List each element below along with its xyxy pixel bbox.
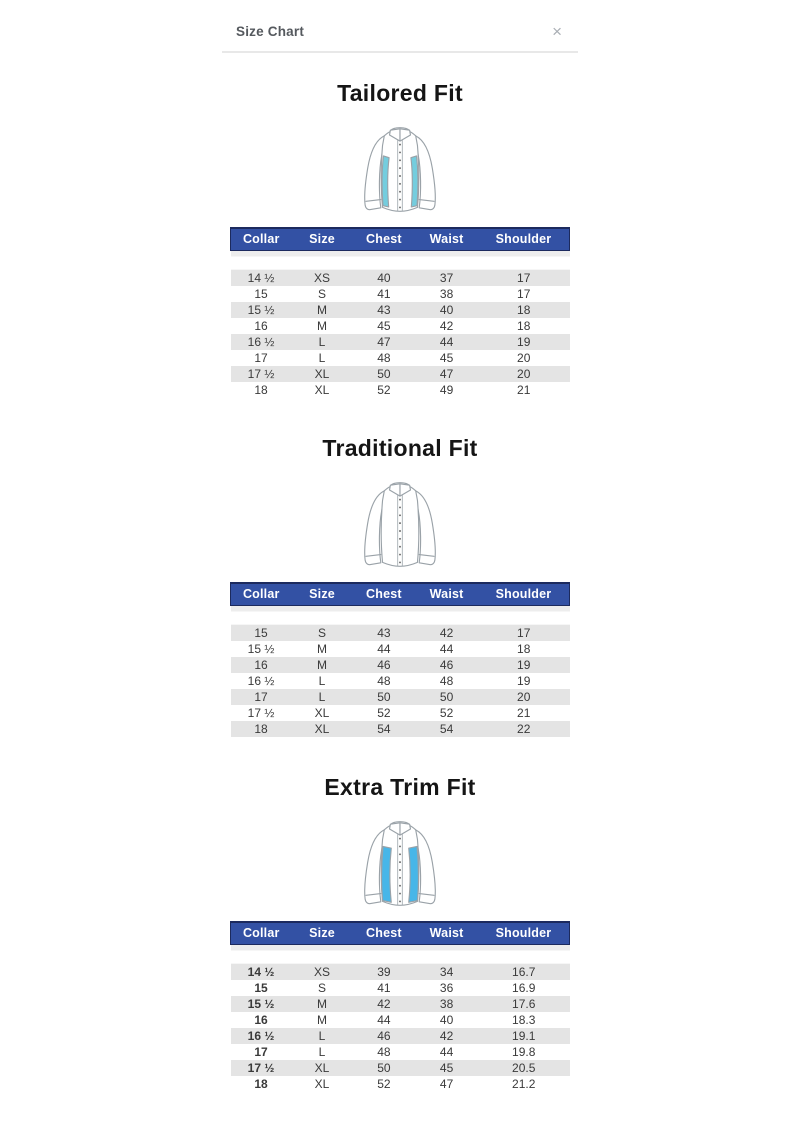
cell-size: S <box>318 287 327 301</box>
cell-chest: 50 <box>377 690 391 704</box>
cell-collar: 15 <box>254 626 268 640</box>
table-row <box>231 673 570 689</box>
cell-chest: 44 <box>377 1013 391 1027</box>
cell-waist: 42 <box>439 626 454 640</box>
cell-waist: 36 <box>439 981 454 995</box>
column-header-shoulder: Shoulder <box>478 228 570 250</box>
cell-shoulder: 18 <box>517 642 531 656</box>
cell-waist: 40 <box>439 1013 454 1027</box>
cell-collar: 16 <box>254 319 268 333</box>
cell-waist: 54 <box>439 722 454 736</box>
cell-waist: 47 <box>439 367 454 381</box>
cell-size: L <box>318 674 326 688</box>
table-row <box>231 1076 570 1092</box>
cell-size: XL <box>314 1077 330 1091</box>
cell-waist: 45 <box>439 1061 454 1075</box>
cell-waist: 49 <box>439 383 454 397</box>
cell-size: S <box>318 626 327 640</box>
cell-size: M <box>317 319 328 333</box>
cell-chest: 41 <box>377 981 391 995</box>
cell-size: M <box>317 303 328 317</box>
table-row <box>231 302 570 318</box>
cell-shoulder: 16.9 <box>512 981 536 995</box>
cell-size: XS <box>314 271 331 285</box>
table-row <box>231 657 570 673</box>
cell-shoulder: 19.1 <box>512 1029 536 1043</box>
table-row <box>231 996 570 1012</box>
column-header-size: Size <box>292 583 353 605</box>
cell-waist: 44 <box>439 335 454 349</box>
cell-shoulder: 20 <box>517 367 531 381</box>
shirt-illustration-extra-trim <box>222 805 578 921</box>
cell-shoulder: 19 <box>517 335 531 349</box>
shirt-illustration-traditional <box>222 466 578 582</box>
cell-chest: 44 <box>377 642 391 656</box>
cell-collar: 18 <box>254 722 268 736</box>
cell-collar: 17 <box>254 1045 268 1059</box>
table-row <box>231 1044 570 1060</box>
cell-waist: 42 <box>439 1029 454 1043</box>
table-row <box>231 1028 570 1044</box>
cell-collar: 15 ½ <box>247 642 275 656</box>
cell-size: XL <box>314 722 330 736</box>
cell-collar: 16 <box>254 1013 268 1027</box>
cell-chest: 43 <box>377 626 391 640</box>
close-icon[interactable]: × <box>552 22 562 41</box>
cell-chest: 52 <box>377 383 391 397</box>
cell-shoulder: 22 <box>517 722 531 736</box>
cell-shoulder: 17 <box>517 287 531 301</box>
column-header-shoulder: Shoulder <box>478 583 570 605</box>
cell-collar: 18 <box>254 1077 268 1091</box>
table-row <box>231 270 570 286</box>
column-header-waist: Waist <box>415 583 478 605</box>
cell-chest: 46 <box>377 658 391 672</box>
cell-waist: 46 <box>439 658 454 672</box>
cell-chest: 45 <box>377 319 391 333</box>
table-row <box>231 366 570 382</box>
table-row <box>231 318 570 334</box>
section-title: Extra Trim Fit <box>324 774 476 800</box>
cell-waist: 37 <box>439 271 454 285</box>
cell-collar: 16 ½ <box>247 674 275 688</box>
cell-waist: 48 <box>439 674 454 688</box>
cell-collar: 16 ½ <box>247 1029 275 1043</box>
cell-chest: 39 <box>377 965 391 979</box>
table-row <box>231 1012 570 1028</box>
cell-chest: 48 <box>377 674 391 688</box>
table-row <box>231 980 570 996</box>
cell-size: M <box>317 997 328 1011</box>
cell-waist: 44 <box>439 1045 454 1059</box>
cell-shoulder: 17 <box>517 626 531 640</box>
cell-shoulder: 17 <box>517 271 531 285</box>
cell-shoulder: 16.7 <box>512 965 536 979</box>
table-row <box>231 382 570 398</box>
cell-waist: 38 <box>439 997 454 1011</box>
table-row <box>231 705 570 721</box>
cell-collar: 15 <box>254 981 268 995</box>
cell-shoulder: 19 <box>517 674 531 688</box>
cell-size: M <box>317 1013 328 1027</box>
cell-collar: 15 <box>254 287 268 301</box>
section-extra-trim-fit <box>222 773 578 1092</box>
cell-collar: 14 ½ <box>247 965 275 979</box>
cell-chest: 41 <box>377 287 391 301</box>
table-row <box>231 964 570 980</box>
cell-shoulder: 20 <box>517 351 531 365</box>
cell-collar: 17 ½ <box>247 367 275 381</box>
table-row <box>231 689 570 705</box>
cell-size: M <box>317 658 328 672</box>
cell-shoulder: 20.5 <box>512 1061 536 1075</box>
section-title: Tailored Fit <box>337 80 463 106</box>
spacer-row <box>231 605 570 625</box>
table-row <box>231 334 570 350</box>
cell-chest: 40 <box>377 271 391 285</box>
column-header-chest: Chest <box>353 922 416 944</box>
column-header-collar: Collar <box>231 583 292 605</box>
cell-size: M <box>317 642 328 656</box>
cell-chest: 50 <box>377 367 391 381</box>
cell-waist: 38 <box>439 287 454 301</box>
cell-size: XL <box>314 383 330 397</box>
table-row <box>231 350 570 366</box>
cell-collar: 17 ½ <box>247 706 275 720</box>
cell-chest: 52 <box>377 706 391 720</box>
cell-shoulder: 17.6 <box>512 997 536 1011</box>
cell-chest: 48 <box>377 351 391 365</box>
cell-collar: 17 ½ <box>247 1061 275 1075</box>
column-header-collar: Collar <box>231 228 292 250</box>
cell-waist: 47 <box>439 1077 454 1091</box>
cell-size: XL <box>314 1061 330 1075</box>
cell-shoulder: 21.2 <box>512 1077 536 1091</box>
modal-title: Size Chart <box>236 24 305 39</box>
cell-collar: 15 ½ <box>247 303 275 317</box>
cell-size: L <box>318 1045 326 1059</box>
cell-collar: 17 <box>254 690 268 704</box>
cell-waist: 50 <box>439 690 454 704</box>
section-tailored-fit <box>222 79 578 398</box>
cell-shoulder: 21 <box>517 383 531 397</box>
cell-size: L <box>318 690 326 704</box>
cell-chest: 48 <box>377 1045 391 1059</box>
cell-chest: 54 <box>377 722 391 736</box>
section-title: Traditional Fit <box>322 435 478 461</box>
cell-waist: 40 <box>439 303 454 317</box>
cell-size: L <box>318 351 326 365</box>
size-chart-modal <box>222 0 578 1092</box>
column-header-waist: Waist <box>415 922 478 944</box>
cell-shoulder: 20 <box>517 690 531 704</box>
cell-shoulder: 18 <box>517 319 531 333</box>
cell-collar: 18 <box>254 383 268 397</box>
cell-size: XS <box>314 965 331 979</box>
table-row <box>231 625 570 641</box>
spacer-row <box>231 944 570 964</box>
cell-shoulder: 19 <box>517 658 531 672</box>
cell-collar: 15 ½ <box>247 997 275 1011</box>
spacer-row <box>231 250 570 270</box>
shirt-illustration-tailored <box>222 111 578 227</box>
modal-header <box>222 0 578 53</box>
cell-chest: 46 <box>377 1029 391 1043</box>
cell-shoulder: 18.3 <box>512 1013 536 1027</box>
table-header-row <box>231 583 570 605</box>
cell-shoulder: 19.8 <box>512 1045 536 1059</box>
column-header-size: Size <box>292 922 353 944</box>
cell-size: XL <box>314 706 330 720</box>
column-header-size: Size <box>292 228 353 250</box>
table-row <box>231 641 570 657</box>
cell-waist: 45 <box>439 351 454 365</box>
table-row <box>231 286 570 302</box>
cell-waist: 44 <box>439 642 454 656</box>
table-row <box>231 721 570 737</box>
size-table-traditional <box>230 582 570 737</box>
cell-chest: 50 <box>377 1061 391 1075</box>
cell-waist: 34 <box>439 965 454 979</box>
cell-chest: 52 <box>377 1077 391 1091</box>
column-header-waist: Waist <box>415 228 478 250</box>
cell-collar: 17 <box>254 351 268 365</box>
cell-chest: 47 <box>377 335 391 349</box>
cell-size: L <box>318 1029 326 1043</box>
cell-chest: 43 <box>377 303 391 317</box>
table-header-row <box>231 922 570 944</box>
cell-chest: 42 <box>377 997 391 1011</box>
cell-collar: 16 <box>254 658 268 672</box>
cell-collar: 16 ½ <box>247 335 275 349</box>
section-traditional-fit <box>222 434 578 737</box>
column-header-shoulder: Shoulder <box>478 922 570 944</box>
cell-shoulder: 21 <box>517 706 531 720</box>
cell-size: S <box>318 981 327 995</box>
cell-collar: 14 ½ <box>247 271 275 285</box>
size-table-tailored <box>230 227 570 398</box>
cell-waist: 52 <box>439 706 454 720</box>
size-table-extra-trim <box>230 921 570 1092</box>
cell-size: XL <box>314 367 330 381</box>
cell-size: L <box>318 335 326 349</box>
column-header-chest: Chest <box>353 583 416 605</box>
cell-waist: 42 <box>439 319 454 333</box>
table-row <box>231 1060 570 1076</box>
cell-shoulder: 18 <box>517 303 531 317</box>
column-header-collar: Collar <box>231 922 292 944</box>
table-header-row <box>231 228 570 250</box>
column-header-chest: Chest <box>353 228 416 250</box>
